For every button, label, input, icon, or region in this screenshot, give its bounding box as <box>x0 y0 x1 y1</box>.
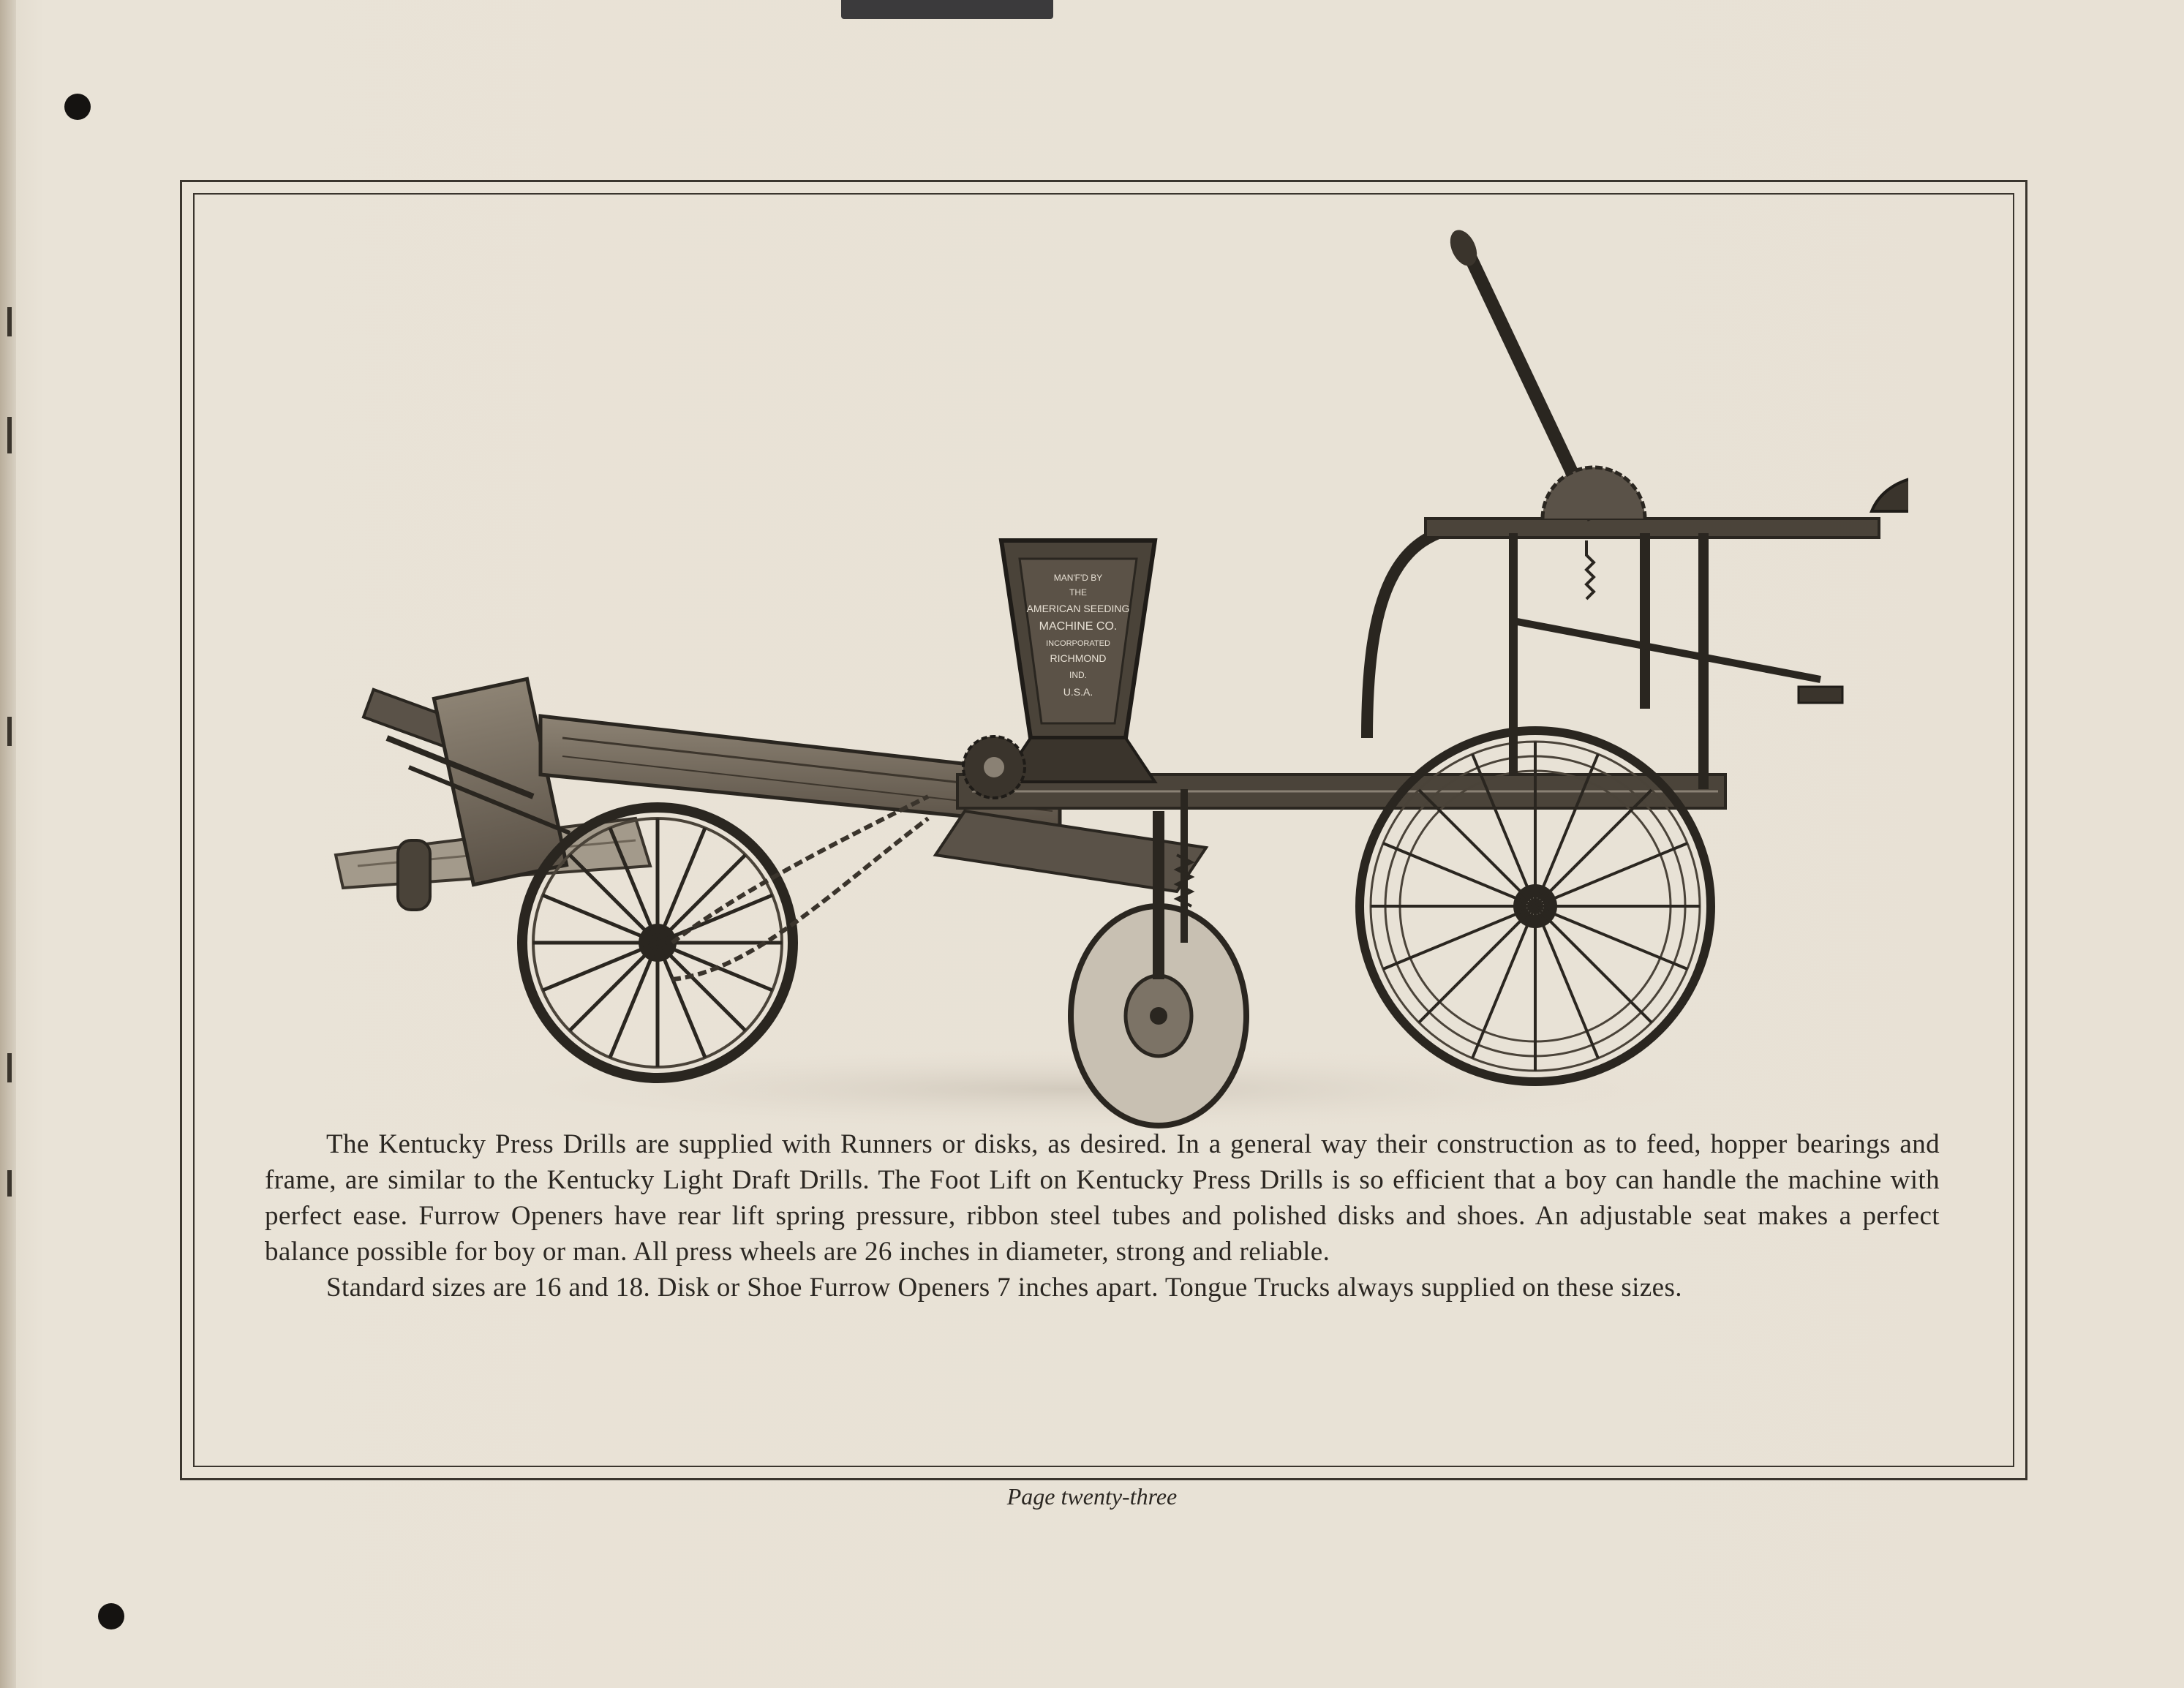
paragraph-standard-sizes: Standard sizes are 16 and 18. Disk or Shoe Furrow Openers 7 inches apart. Tongue Trucks always supplied on these sizes. <box>326 1273 1682 1303</box>
hopper-plate-line: THE <box>1069 587 1087 598</box>
press-wheel <box>1360 731 1711 1082</box>
hopper-plate-line: MAN'F'D BY <box>1053 573 1103 583</box>
seed-hopper <box>1001 540 1155 782</box>
front-wheel <box>522 807 793 1078</box>
hopper-plate-line: AMERICAN SEEDING <box>1026 603 1130 614</box>
edge-mark <box>7 1170 12 1197</box>
page-number: Page twenty-three <box>1006 1483 1178 1510</box>
press-drill-illustration <box>328 211 1908 1148</box>
paragraph-construction: The Kentucky Press Drills are supplied with Runners or disks, as desired. In a general way their construction as to feed, hopper bearings and frame, are similar to the Kentucky Light Draft Drills. The Foot Lift on Kentucky Press Drills is so efficient that a boy can handle the machine with perfect ease. Furrow Openers have rear lift spring pressure, ribbon steel tubes and polished disks and shoes. An adjustable seat makes a perfect balance possible for boy or man. All press wheels are 26 inches in diameter, strong and reliable. <box>265 1129 1940 1267</box>
punch-hole-bottom <box>98 1603 124 1629</box>
foot-lift-lever <box>1445 226 1645 599</box>
edge-mark <box>7 1053 12 1082</box>
edge-mark <box>7 717 12 746</box>
hopper-plate-line: IND. <box>1069 670 1087 680</box>
punch-hole-top <box>64 94 91 120</box>
edge-mark <box>7 417 12 453</box>
top-tab <box>841 0 1053 19</box>
hopper-plate-line: INCORPORATED <box>1046 639 1110 648</box>
hopper-plate-line: MACHINE CO. <box>1039 620 1118 633</box>
edge-mark <box>7 307 12 336</box>
press-wheel-arch <box>1367 519 1879 789</box>
binding-edge <box>0 0 16 1688</box>
foot-rest <box>1799 687 1842 703</box>
feed-gear <box>963 736 1025 798</box>
hopper-plate-line: U.S.A. <box>1063 686 1093 698</box>
description-text <box>265 1126 1940 1305</box>
hopper-plate-line: RICHMOND <box>1050 652 1107 664</box>
